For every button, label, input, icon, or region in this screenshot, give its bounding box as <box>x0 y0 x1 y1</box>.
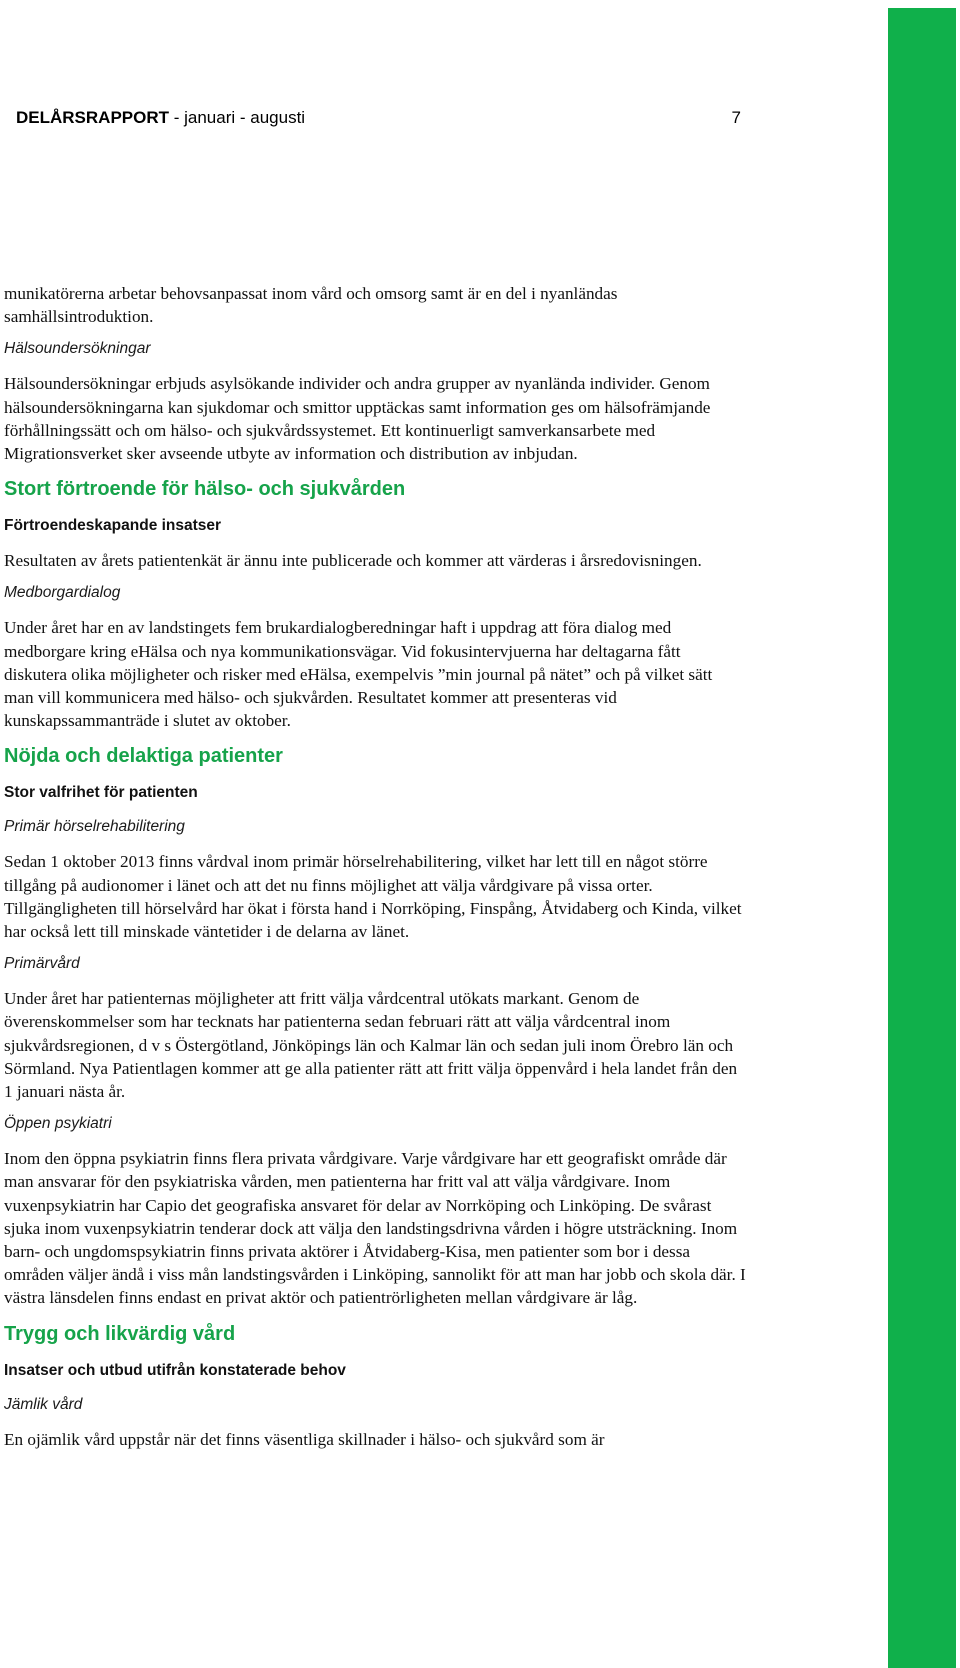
section-heading: Trygg och likvärdig vård <box>4 1322 236 1345</box>
paragraph: Resultaten av årets patientenkät är ännu inte publicerade och kommer att värderas i årsredovisningen. <box>4 551 702 571</box>
page-number: 7 <box>731 108 741 127</box>
subheading-italic: Primär hörselrehabilitering <box>4 818 185 836</box>
subheading-italic: Primärvård <box>4 955 80 973</box>
subheading-italic: Hälsoundersökningar <box>4 340 151 358</box>
report-title: DELÅRSRAPPORT <box>16 108 170 127</box>
section-heading: Stort förtroende för hälso- och sjukvården <box>4 478 406 501</box>
paragraph: munikatörerna arbetar behovsanpassat inom vård och omsorg samt är en del i nyanländas samhällsintroduktion. <box>4 284 618 327</box>
document-body <box>4 282 746 1461</box>
paragraph: En ojämlik vård uppstår när det finns väsentliga skillnader i hälso- och sjukvård som är <box>4 1429 605 1449</box>
paragraph: Inom den öppna psykiatrin finns flera privata vårdgivare. Varje vårdgivare har ett geografiskt område där man ansvarar för den psykiatriska vården, men patienterna har fritt val att välja vårdgivare. Inom vuxenpsykiatrin har Capio det geografiska ansvaret för delar av Norrköping och Linköping. De svårast sjuka inom vuxenpsykiatrin tenderar dock att välja den landstingsdrivna vården i högre utsträckning. Inom barn- och ungdomspsykiatrin finns privata aktörer i Åtvidaberg-Kisa, men patienter som bor i dessa områden väljer ändå i viss mån landstingsvården i Linköping, sannolikt för att man har jobb och skola där. I västra länsdelen finns endast en privat aktör och patientrörligheten mellan vårdgivare är låg. <box>4 1149 746 1308</box>
section-heading: Nöjda och delaktiga patienter <box>4 745 283 768</box>
subheading-italic: Jämlik vård <box>4 1395 83 1413</box>
page-header <box>16 108 741 128</box>
subheading-italic: Öppen psykiatri <box>4 1115 112 1133</box>
paragraph: Hälsoundersökningar erbjuds asylsökande individer och andra grupper av nyanlända individer. Genom hälsoundersökningarna kan sjukdomar och smittor upptäckas samt information ges om hälsofrämjande förhållningssätt och om hälso- och sjukvårdssystemet. Ett kontinuerligt samverkansarbete med Migrationsverket sker avseende utbyte av information och distribution av inbjudan. <box>4 374 711 464</box>
subheading-bold: Förtroendeskapande insatser <box>4 517 222 535</box>
green-side-bar <box>888 8 956 1668</box>
subheading-italic: Medborgardialog <box>4 584 121 602</box>
subheading-bold: Stor valfrihet för patienten <box>4 784 198 802</box>
report-period: - januari - augusti <box>169 108 306 127</box>
subheading-bold: Insatser och utbud utifrån konstaterade behov <box>4 1361 346 1379</box>
paragraph: Sedan 1 oktober 2013 finns vårdval inom primär hörselrehabilitering, vilket har lett till en något större tillgång på audionomer i länet och att det nu finns möjlighet att välja vårdgivare på vissa orter. Tillgängligheten till hörselvård har ökat i första hand i Norrköping, Finspång, Åtvidaberg och Kinda, vilket har också lett till minskade väntetider i de delarna av länet. <box>4 852 742 942</box>
paragraph: Under året har en av landstingets fem brukardialogberedningar haft i uppdrag att föra dialog med medborgare kring eHälsa och nya kommunikationsvägar. Vid fokusintervjuerna har deltagarna fått diskutera olika möjligheter och risker med eHälsa, exempelvis ”min journal på nätet” och på vilket sätt man vill kommunicera med hälso- och sjukvården. Resultatet kommer att presenteras vid kunskapssammanträde i slutet av oktober. <box>4 618 713 731</box>
paragraph: Under året har patienternas möjligheter att fritt välja vårdcentral utökats markant. Genom de överenskommelser som har tecknats har patienterna sedan februari rätt att välja vårdcentral inom sjukvårdsregionen, d v s Östergötland, Jönköpings län och Kalmar län och sedan juli inom Örebro län och Sörmland. Nya Patientlagen kommer att ge alla patienter rätt att fritt välja öppenvård i hela landet från den 1 januari nästa år. <box>4 989 738 1102</box>
